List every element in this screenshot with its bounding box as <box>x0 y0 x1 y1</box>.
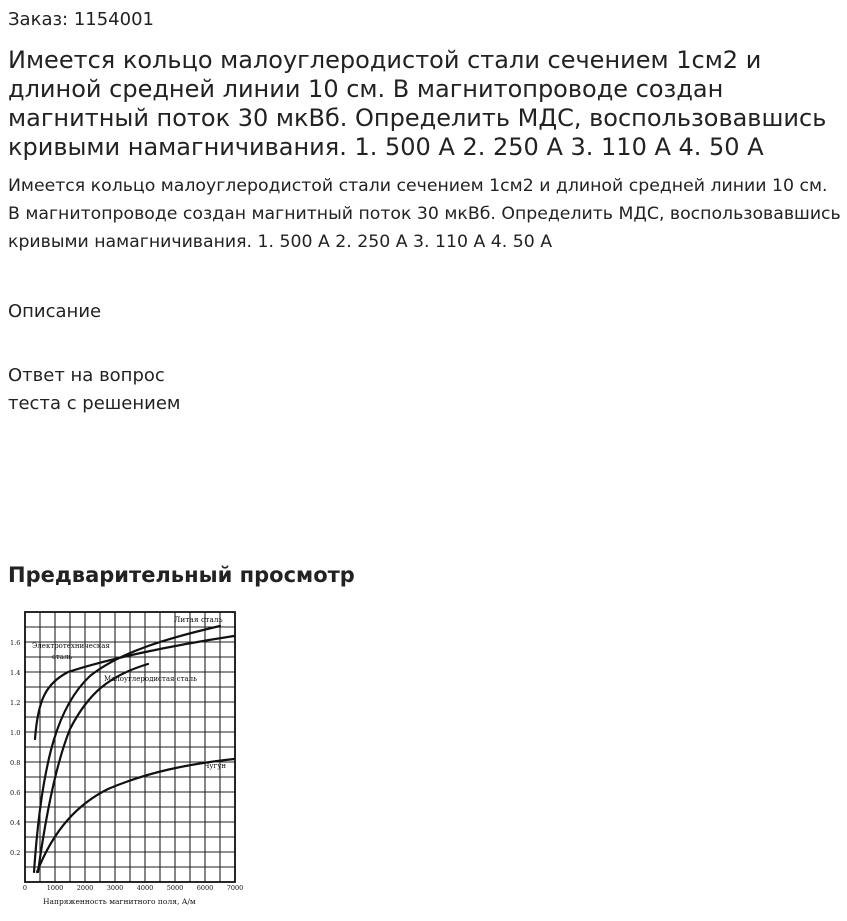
y-tick-1-6: 1.6 <box>10 639 21 647</box>
label-cast-steel: Литая сталь <box>174 615 223 624</box>
description-line-1: Ответ на вопрос <box>8 365 165 386</box>
label-electrical-steel-1: Электротехническая <box>32 642 110 650</box>
page-title: Имеется кольцо малоуглеродистой стали сечением 1см2 и длиной средней линии 10 см. В магнитопроводе создан магнитный поток 30 мкВб. Определить МДС, воспользовавшись кривыми намагничивания. 1. 500 А 2. 250 А 3. 110 А 4. 50 А <box>8 46 827 161</box>
x-tick-2000: 2000 <box>76 884 94 892</box>
x-tick-4000: 4000 <box>136 884 154 892</box>
magnetization-curves-image <box>8 604 250 908</box>
x-tick-6000: 6000 <box>196 884 214 892</box>
description-line-2: теста с решением <box>8 393 181 414</box>
preview-image <box>8 604 250 908</box>
y-tick-0-4: 0.4 <box>10 819 21 827</box>
x-tick-0: 0 <box>22 884 28 892</box>
x-tick-7000: 7000 <box>226 884 244 892</box>
x-tick-1000: 1000 <box>46 884 64 892</box>
y-tick-1-2: 1.2 <box>10 699 21 707</box>
y-tick-1-0: 1.0 <box>10 729 21 737</box>
x-axis-label: Напряженность магнитного поля, А/м <box>43 897 196 906</box>
label-cast-iron: Чугун <box>204 762 226 770</box>
label-electrical-steel-2: сталь <box>52 653 73 661</box>
preview-heading: Предварительный просмотр <box>8 563 355 587</box>
label-low-carbon-steel: Малоуглеродистая сталь <box>104 675 197 683</box>
y-tick-0-8: 0.8 <box>10 759 21 767</box>
x-tick-3000: 3000 <box>106 884 124 892</box>
x-tick-5000: 5000 <box>166 884 184 892</box>
description-text <box>8 362 268 418</box>
y-tick-0-2: 0.2 <box>10 849 21 857</box>
question-text: Имеется кольцо малоуглеродистой стали сечением 1см2 и длиной средней линии 10 см. В магнитопроводе создан магнитный поток 30 мкВб. Определить МДС, воспользовавшись кривыми намагничивания. 1. 500 А 2. 250 А 3. 110 А 4. 50 А <box>8 176 841 252</box>
y-tick-1-4: 1.4 <box>10 669 21 677</box>
y-tick-0-6: 0.6 <box>10 789 21 797</box>
order-number: Заказ: 1154001 <box>8 9 154 30</box>
description-heading: Описание <box>8 301 102 322</box>
